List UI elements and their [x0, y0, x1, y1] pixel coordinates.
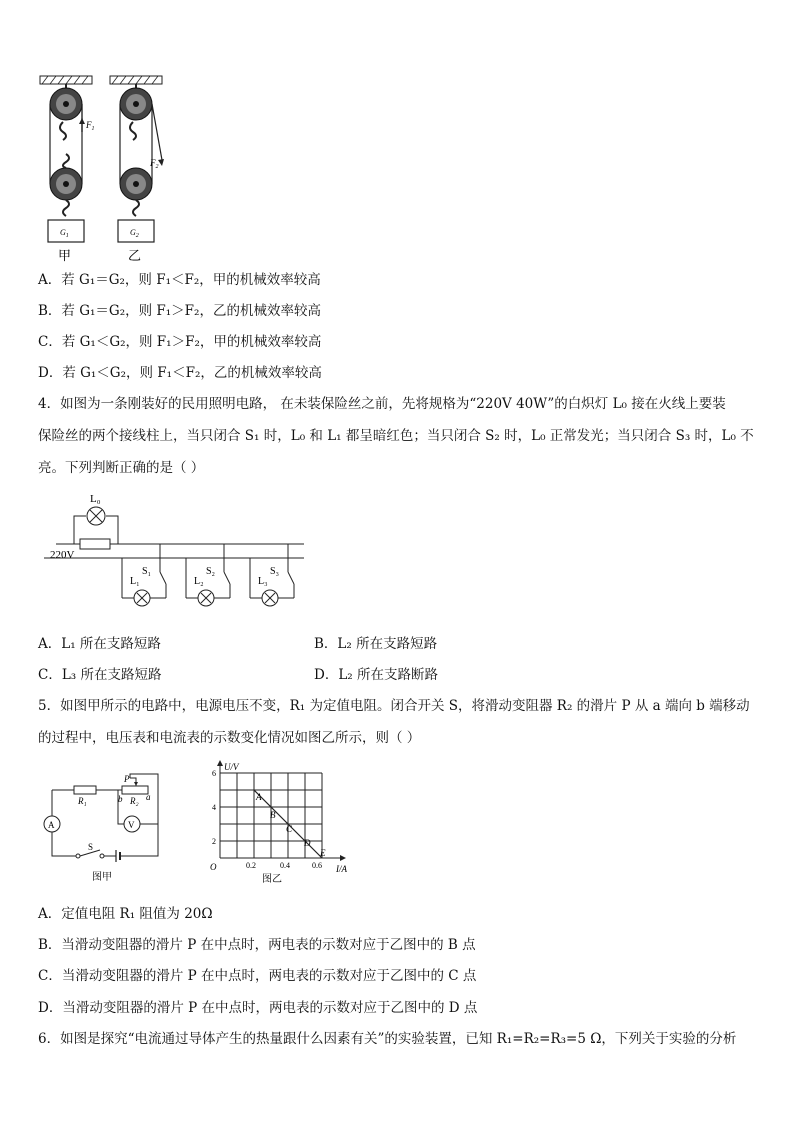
point-e: E	[320, 848, 326, 858]
label-jia: 甲	[58, 248, 72, 263]
xlabel: I/A	[336, 864, 347, 874]
q3-option-c: C．若 G₁＜G₂，则 F₁＞F₂，甲的机械效率较高	[38, 334, 322, 350]
q5-option-b: B．当滑动变阻器的滑片 P 在中点时，两电表的示数对应于乙图中的 B 点	[38, 937, 476, 953]
l3-label: L₃	[258, 576, 268, 587]
q4-option-c: C．L₃ 所在支路短路	[38, 667, 162, 683]
xtick-0.4: 0.4	[280, 861, 290, 870]
pulley-figure	[36, 74, 166, 264]
q5-stem-line1: 5．如图甲所示的电路中，电源电压不变，R₁ 为定值电阻。闭合开关 S，将滑动变阻器 R₂ 的滑片 P 从 a 端向 b 端移动	[38, 698, 750, 714]
q4-circuit-diagram	[44, 486, 308, 612]
q4-option-a: A．L₁ 所在支路短路	[38, 636, 161, 652]
branch-2	[186, 544, 230, 606]
q4-stem-line1: 4．如图为一条刚装好的民用照明电路， 在未装保险丝之前，先将规格为“220V 40W”的白炽灯 L₀ 接在火线上要装	[38, 396, 726, 412]
pulley-system-yi	[118, 84, 164, 242]
f1-label: $F_1$	[86, 120, 95, 132]
branch-3	[250, 544, 294, 606]
s3-label: S₃	[270, 566, 280, 577]
g2-label: $G_2$	[130, 228, 139, 239]
point-c: C	[286, 824, 293, 834]
point-a: A	[256, 792, 262, 802]
ylabel: U/V	[224, 762, 239, 772]
point-d: D	[304, 838, 311, 848]
ytick-4: 4	[212, 803, 216, 812]
origin-label: O	[210, 862, 217, 872]
q4-option-d: D．L₂ 所在支路断路	[314, 667, 438, 683]
q4-option-b: B．L₂ 所在支路短路	[314, 636, 438, 652]
s2-label: S₂	[206, 566, 216, 577]
q5-figure-jia	[40, 768, 170, 888]
l2-label: L₂	[194, 576, 204, 587]
q6-stem-line1: 6．如图是探究“电流通过导体产生的热量跟什么因素有关”的实验装置，已知 R₁=R₂=R₃=5 Ω，下列关于实验的分析	[38, 1031, 737, 1047]
q5-option-a: A．定值电阻 R₁ 阻值为 20Ω	[38, 906, 213, 922]
q4-stem-line2: 保险丝的两个接线柱上，当只闭合 S₁ 时，L₀ 和 L₁ 都呈暗红色；当只闭合 S₂ 时，L₀ 正常发光；当只闭合 S₃ 时，L₀ 不	[38, 428, 754, 444]
xtick-0.2: 0.2	[246, 861, 256, 870]
r1-label: R₁	[78, 796, 87, 806]
label-yi: 乙	[128, 248, 142, 263]
b-label: b	[118, 794, 123, 804]
branch-1	[122, 544, 166, 606]
ytick-2: 2	[212, 837, 216, 846]
q5-option-c: C．当滑动变阻器的滑片 P 在中点时，两电表的示数对应于乙图中的 C 点	[38, 968, 477, 984]
voltage-label: 220V	[50, 549, 75, 561]
q5-figure-yi	[206, 760, 356, 886]
point-b: B	[270, 810, 276, 820]
q4-stem-line3: 亮。下列判断正确的是（ ）	[38, 460, 205, 476]
a-label: a	[146, 792, 151, 802]
g1-label: $G_1$	[60, 228, 69, 239]
s1-label: S₁	[142, 566, 152, 577]
q3-option-a: A．若 G₁＝G₂，则 F₁＜F₂，甲的机械效率较高	[38, 272, 321, 288]
ammeter-label: A	[48, 820, 55, 830]
pulley-system-jia	[48, 84, 85, 242]
caption-jia: 图甲	[92, 872, 112, 883]
q3-option-d: D．若 G₁＜G₂，则 F₁＜F₂，乙的机械效率较高	[38, 365, 322, 381]
p-label: P	[124, 774, 130, 784]
voltmeter-label: V	[128, 820, 135, 830]
f2-label: $F_2$	[150, 158, 159, 170]
caption-yi: 图乙	[262, 874, 282, 885]
l1-label: L₁	[130, 576, 140, 587]
l0-label: L₀	[90, 493, 101, 505]
switch-label: S	[88, 842, 94, 852]
q5-option-d: D．当滑动变阻器的滑片 P 在中点时，两电表的示数对应于乙图中的 D 点	[38, 1000, 478, 1016]
xtick-0.6: 0.6	[312, 861, 322, 870]
q5-stem-line2: 的过程中，电压表和电流表的示数变化情况如图乙所示，则（ ）	[38, 730, 421, 746]
q3-option-b: B．若 G₁＝G₂，则 F₁＞F₂，乙的机械效率较高	[38, 303, 321, 319]
ytick-6: 6	[212, 769, 216, 778]
r2-label: R₂	[130, 796, 139, 806]
